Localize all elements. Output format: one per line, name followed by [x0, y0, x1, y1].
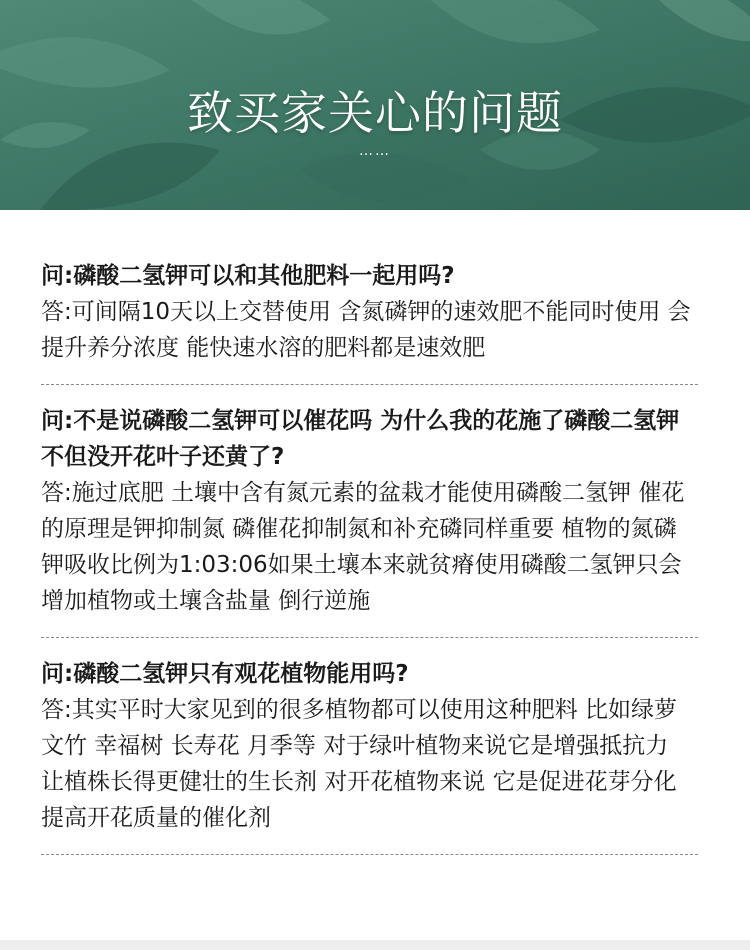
header-banner — [0, 0, 750, 210]
dashed-divider — [41, 384, 698, 385]
faq-question: 问:不是说磷酸二氢钾可以催花吗 为什么我的花施了磷酸二氢钾不但没开花叶子还黄了? — [41, 408, 680, 470]
dashed-divider — [41, 637, 698, 638]
dashed-divider — [41, 854, 698, 855]
page-title: 致买家关心的问题 — [187, 86, 563, 140]
faq-item — [41, 656, 698, 836]
bottom-strip — [0, 940, 750, 950]
faq-answer: 答:其实平时大家见到的很多植物都可以使用这种肥料 比如绿萝 文竹 幸福树 长寿花 月季等 对于绿叶植物来说它是增强抵抗力 让植株长得更健壮的生长剂 对开花植物来说 它是促进花芽分化 提高开花质量的催化剂 — [41, 697, 678, 831]
faq-question: 问:磷酸二氢钾只有观花植物能用吗? — [41, 661, 409, 687]
faq-answer: 答:施过底肥 土壤中含有氮元素的盆栽才能使用磷酸二氢钾 催花的原理是钾抑制氮 磷催花抑制氮和补充磷同样重要 植物的氮磷钾吸收比例为1:03:06如果土壤本来就贫瘠使用磷酸二氢钾只会增加植物或土壤含盐量 倒行逆施 — [41, 480, 685, 614]
faq-answer: 答:可间隔10天以上交替使用 含氮磷钾的速效肥不能同时使用 会提升养分浓度 能快速水溶的肥料都是速效肥 — [41, 299, 691, 361]
faq-question: 问:磷酸二氢钾可以和其他肥料一起用吗? — [41, 263, 455, 289]
faq-item — [41, 258, 698, 366]
faq-item — [41, 403, 698, 619]
faq-list — [41, 258, 698, 873]
title-ornament: …… — [359, 143, 391, 159]
